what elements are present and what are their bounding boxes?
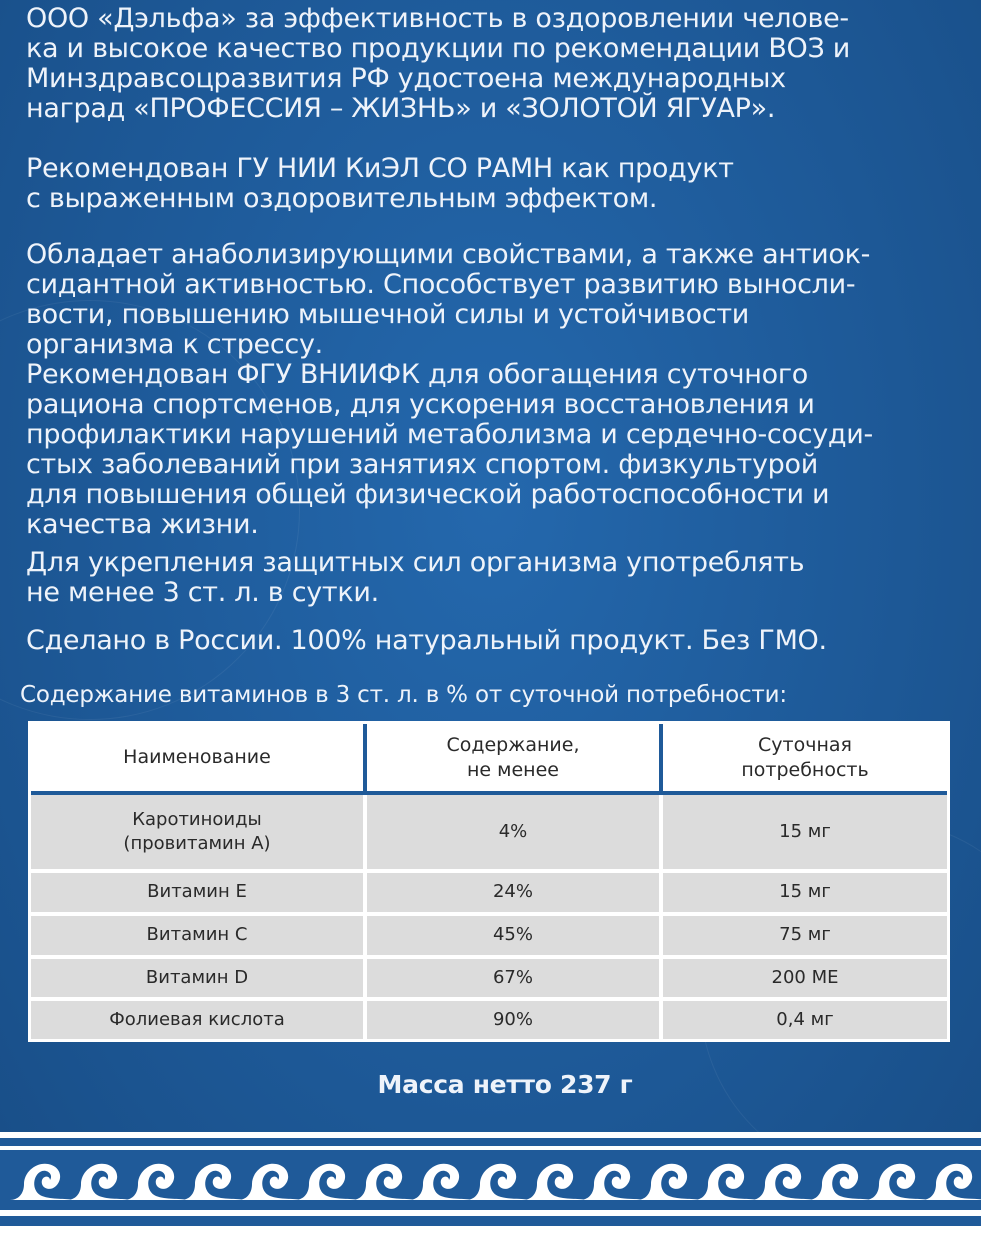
vitamin-name: Фолиевая кислота <box>31 999 365 1039</box>
recommendation-paragraph: Рекомендован ГУ НИИ КиЭЛ СО РАМН как продукт с выраженным оздоровительным эффектом. <box>26 153 734 214</box>
table-row <box>31 999 947 1039</box>
wave-pattern-icon <box>0 1150 981 1210</box>
properties-paragraph: Обладает анаболизирующими свойствами, а также антиок- сидантной активностью. Способствует развитию выносли- вости, повышению мышечной силы и устойчивости организма к стрессу. Рекомендован ФГУ ВНИИФК для обогащения суточного рациона спортсменов, для ускорения восстановления и профилактики нарушений метаболизма и сердечно-сосуди- стых заболеваний при занятиях спортом. физкультурой для повышения общей физической работоспособности и качества жизни. <box>26 239 873 540</box>
vitamin-content: 67% <box>365 957 661 1000</box>
wave-scroll <box>352 1164 414 1200</box>
wave-scroll <box>466 1164 528 1200</box>
vitamin-name: Витамин С <box>31 914 365 957</box>
usage-paragraph: Для укрепления защитных сил организма употреблять не менее 3 ст. л. в сутки. <box>26 547 805 608</box>
vitamin-name: Витамин Е <box>31 871 365 914</box>
table-caption: Содержание витаминов в 3 ст. л. в % от суточной потребности: <box>20 682 787 708</box>
vitamin-daily-need: 0,4 мг <box>661 999 947 1039</box>
wave-scroll <box>67 1164 129 1200</box>
wave-scroll <box>808 1164 870 1200</box>
wave-scroll <box>637 1164 699 1200</box>
wave-scroll <box>751 1164 813 1200</box>
table-row <box>31 871 947 914</box>
table-row <box>31 914 947 957</box>
origin-paragraph: Сделано в России. 100% натуральный продукт. Без ГМО. <box>26 625 827 656</box>
vitamin-name: Витамин D <box>31 957 365 1000</box>
table-row <box>31 793 947 871</box>
wave-scroll <box>124 1164 186 1200</box>
vitamin-daily-need: 75 мг <box>661 914 947 957</box>
vitamin-content: 90% <box>365 999 661 1039</box>
net-mass: Масса нетто 237 г <box>377 1070 633 1099</box>
ornament-line-bottom <box>0 1216 981 1226</box>
vitamin-daily-need: 15 мг <box>661 871 947 914</box>
header-name: Наименование <box>31 724 365 793</box>
wave-ornament <box>0 1150 981 1210</box>
table-header-row <box>31 724 947 793</box>
table-row <box>31 957 947 1000</box>
wave-scroll <box>922 1164 981 1200</box>
wave-scroll <box>523 1164 585 1200</box>
awards-paragraph: ООО «Дэльфа» за эффективность в оздоровлении челове- ка и высокое качество продукции по рекомендации ВОЗ и Минздравсоцразвития РФ удостоена международных наград «ПРОФЕССИЯ – ЖИЗНЬ» и «ЗОЛОТОЙ ЯГУАР». <box>26 3 851 124</box>
wave-scroll <box>238 1164 300 1200</box>
wave-scroll <box>580 1164 642 1200</box>
header-daily-need: Суточная потребность <box>661 724 947 793</box>
wave-scroll <box>694 1164 756 1200</box>
vitamin-table <box>28 721 950 1042</box>
wave-scroll <box>295 1164 357 1200</box>
vitamin-content: 45% <box>365 914 661 957</box>
ornament-line-top <box>0 1138 981 1146</box>
wave-scroll <box>10 1164 72 1200</box>
header-content: Содержание, не менее <box>365 724 661 793</box>
vitamin-daily-need: 15 мг <box>661 793 947 871</box>
wave-scroll <box>409 1164 471 1200</box>
vitamin-content: 4% <box>365 793 661 871</box>
wave-scroll <box>181 1164 243 1200</box>
vitamin-name: Каротиноиды (провитамин А) <box>31 793 365 871</box>
vitamin-daily-need: 200 МЕ <box>661 957 947 1000</box>
wave-scroll <box>865 1164 927 1200</box>
vitamin-content: 24% <box>365 871 661 914</box>
